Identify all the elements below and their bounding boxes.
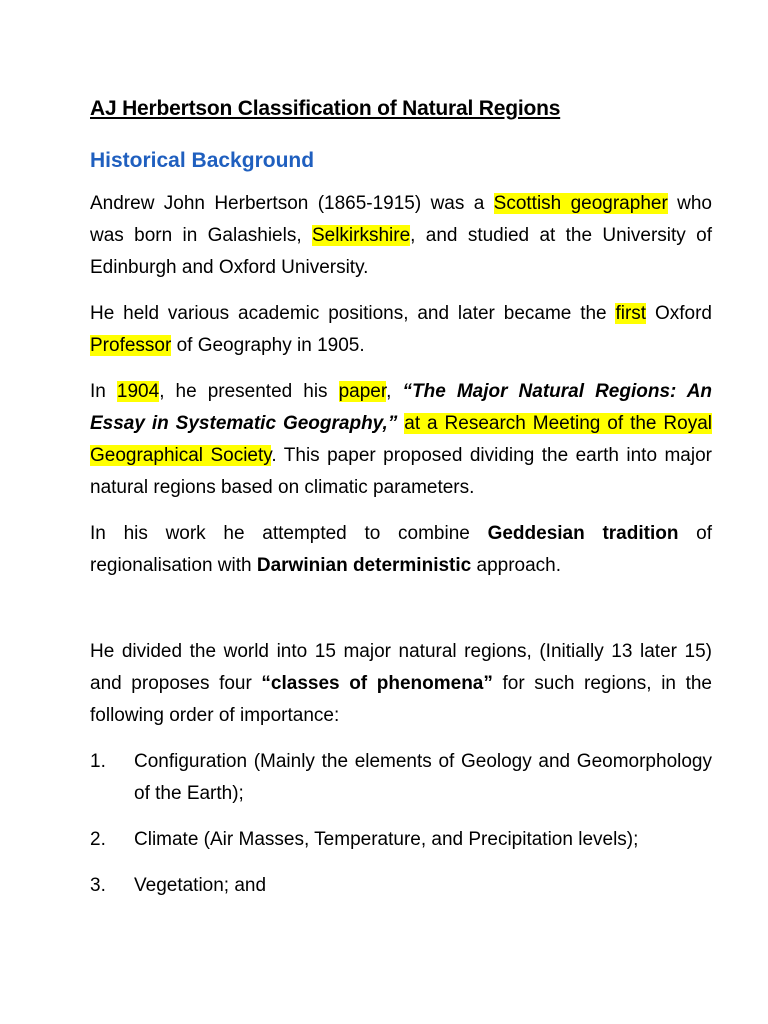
p1-text-3: , and studied at the University of Edinburgh and Oxford University. xyxy=(90,225,712,278)
section-heading: Historical Background xyxy=(90,149,315,172)
phenomena-list xyxy=(90,746,712,902)
paragraph-4 xyxy=(90,518,712,582)
paragraph-3 xyxy=(90,376,712,504)
p1-highlight-2: Selkirkshire xyxy=(311,225,411,246)
p3-text-1: In xyxy=(90,381,117,402)
p3-text-2: , he presented his xyxy=(159,381,339,402)
document-content xyxy=(90,94,712,916)
p1-highlight-1: Scottish geographer xyxy=(493,193,668,214)
list-item-text: Climate (Air Masses, Temperature, and Precipitation levels); xyxy=(134,829,639,850)
paragraph-1 xyxy=(90,188,712,284)
list-item-number: 1. xyxy=(90,751,106,772)
p1-text-1: Andrew John Herbertson (1865-1915) was a xyxy=(90,193,494,214)
list-item xyxy=(90,746,712,810)
document-title: AJ Herbertson Classification of Natural Regions xyxy=(90,97,561,120)
list-item-text: Vegetation; and xyxy=(134,875,267,896)
list-item xyxy=(90,870,712,902)
p3-paper-title: “The Major Natural Regions: An Essay in Systematic Geography,” xyxy=(90,381,713,434)
p2-text-3: of Geography in 1905. xyxy=(171,335,365,356)
paragraph-spacer xyxy=(90,596,712,636)
p5-text-1: He divided the world into 15 major natural regions, (Initially 13 later 15) and proposes four xyxy=(90,641,712,694)
p4-text-1: In his work he attempted to combine xyxy=(90,523,488,544)
p3-text-5: . This paper proposed dividing the earth into major natural regions based on climatic parameters. xyxy=(90,445,712,498)
p3-highlight-1: 1904 xyxy=(116,381,160,402)
list-item xyxy=(90,824,712,856)
p5-bold-1: “classes of phenomena” xyxy=(261,673,493,694)
p2-text-2: Oxford xyxy=(646,303,712,324)
p2-highlight-2: Professor xyxy=(90,335,172,356)
paragraph-2 xyxy=(90,298,712,362)
list-item-number: 3. xyxy=(90,875,106,896)
p3-text-3: , xyxy=(386,381,403,402)
p5-text-2: for such regions, in the following order of importance: xyxy=(90,673,712,726)
p4-text-3: approach. xyxy=(471,555,562,576)
p2-text-1: He held various academic positions, and later became the xyxy=(90,303,616,324)
list-item-text: Configuration (Mainly the elements of Geology and Geomorphology of the Earth); xyxy=(134,751,712,804)
p4-bold-1: Geddesian tradition xyxy=(487,523,679,544)
p4-bold-2: Darwinian deterministic xyxy=(256,555,472,576)
paragraph-5 xyxy=(90,636,712,732)
p1-text-2: who was born in Galashiels, xyxy=(90,193,712,246)
p3-highlight-3: at a Research Meeting of the Royal Geographical Society xyxy=(90,413,712,466)
p3-highlight-2: paper xyxy=(338,381,387,402)
p4-text-2: of regionalisation with xyxy=(90,523,713,576)
p2-highlight-1: first xyxy=(615,303,647,324)
list-item-number: 2. xyxy=(90,829,106,850)
